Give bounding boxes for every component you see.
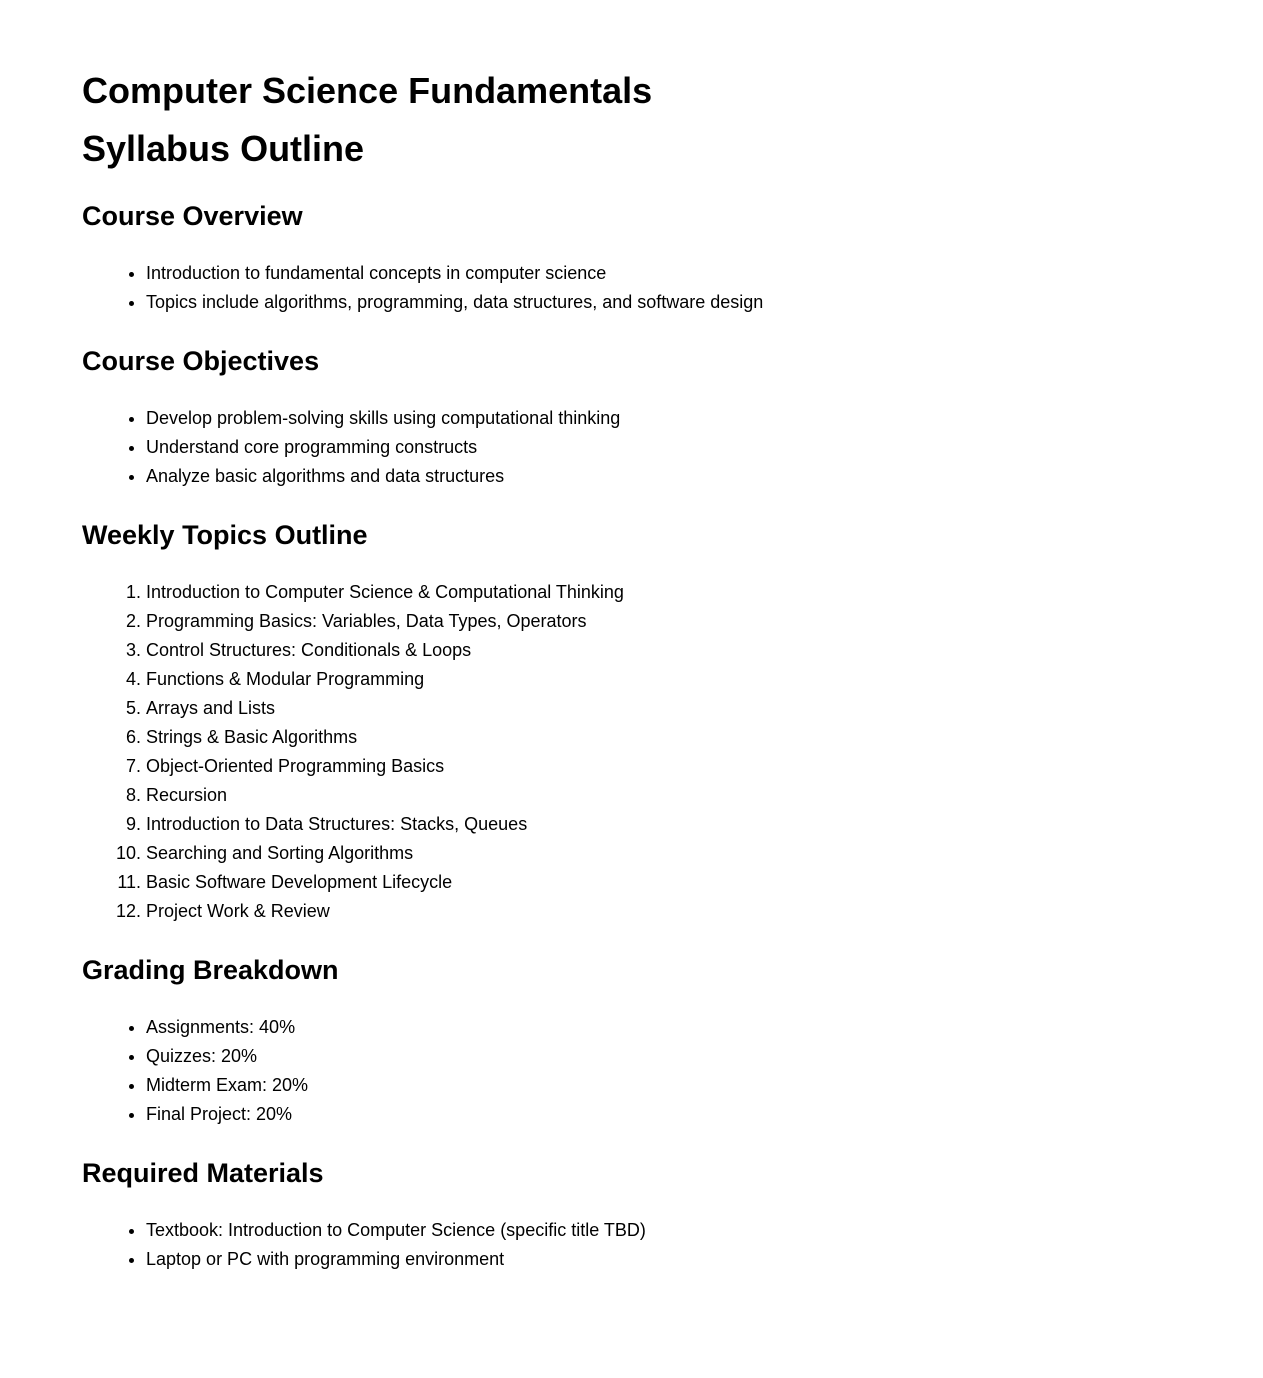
list-item: 8. Recursion	[146, 781, 1181, 810]
bullet-list	[82, 1013, 1181, 1129]
list-item: • Topics include algorithms, programming, data structures, and software design	[146, 288, 1181, 317]
list-item: • Introduction to fundamental concepts in computer science	[146, 259, 1181, 288]
section-weekly-topics	[82, 519, 1181, 926]
section-course-overview	[82, 200, 1181, 317]
list-item: 4. Functions & Modular Programming	[146, 665, 1181, 694]
list-item: • Laptop or PC with programming environment	[146, 1245, 1181, 1274]
list-item: 11. Basic Software Development Lifecycle	[146, 868, 1181, 897]
list-item: • Understand core programming constructs	[146, 433, 1181, 462]
list-item: 5. Arrays and Lists	[146, 694, 1181, 723]
section-heading: Course Objectives	[82, 346, 320, 376]
bullet-list	[82, 404, 1181, 491]
list-item: 1. Introduction to Computer Science & Computational Thinking	[146, 578, 1181, 607]
list-item: 9. Introduction to Data Structures: Stacks, Queues	[146, 810, 1181, 839]
page-title	[82, 62, 1181, 178]
section-grading-breakdown	[82, 954, 1181, 1129]
section-course-objectives	[82, 345, 1181, 491]
list-item: • Assignments: 40%	[146, 1013, 1181, 1042]
list-item: 10. Searching and Sorting Algorithms	[146, 839, 1181, 868]
list-item: • Analyze basic algorithms and data structures	[146, 462, 1181, 491]
bullet-list	[82, 259, 1181, 317]
list-item: 7. Object-Oriented Programming Basics	[146, 752, 1181, 781]
list-item: 3. Control Structures: Conditionals & Loops	[146, 636, 1181, 665]
list-item: 2. Programming Basics: Variables, Data Types, Operators	[146, 607, 1181, 636]
list-item: • Textbook: Introduction to Computer Science (specific title TBD)	[146, 1216, 1181, 1245]
section-heading: Weekly Topics Outline	[82, 520, 368, 550]
list-item: • Final Project: 20%	[146, 1100, 1181, 1129]
bullet-list	[82, 1216, 1181, 1274]
section-heading: Course Overview	[82, 201, 303, 231]
section-required-materials	[82, 1157, 1181, 1274]
numbered-list	[82, 578, 1181, 926]
title-line-2: Syllabus Outline	[82, 128, 365, 169]
list-item: • Quizzes: 20%	[146, 1042, 1181, 1071]
section-heading: Grading Breakdown	[82, 955, 339, 985]
list-item: • Midterm Exam: 20%	[146, 1071, 1181, 1100]
list-item: 6. Strings & Basic Algorithms	[146, 723, 1181, 752]
list-item: 12. Project Work & Review	[146, 897, 1181, 926]
section-heading: Required Materials	[82, 1158, 324, 1188]
list-item: • Develop problem-solving skills using computational thinking	[146, 404, 1181, 433]
title-line-1: Computer Science Fundamentals	[82, 70, 653, 111]
